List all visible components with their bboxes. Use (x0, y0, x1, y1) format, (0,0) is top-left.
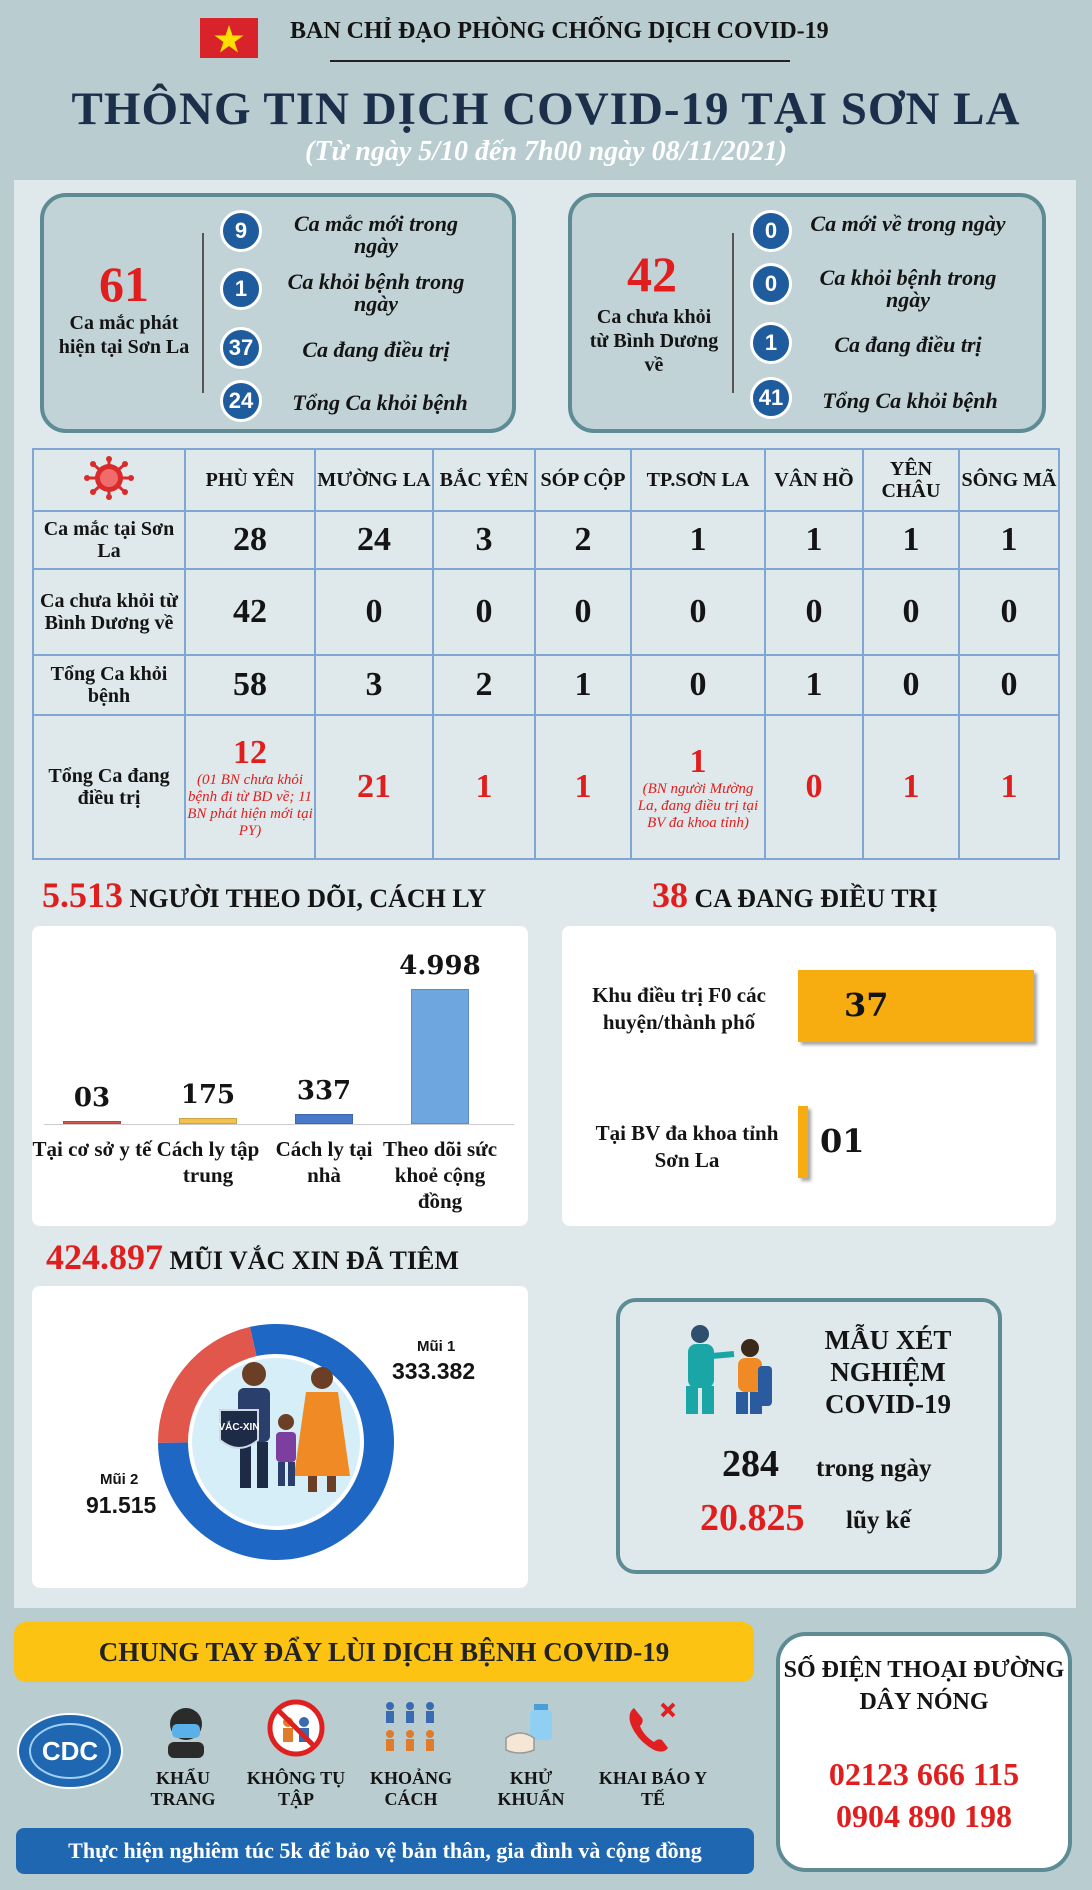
chart-category-label: Tại cơ sở y tế (32, 1137, 152, 1161)
cdc-logo (16, 1712, 124, 1790)
chart-bar (63, 1121, 121, 1124)
testing-today-label: trong ngày (816, 1455, 932, 1482)
vaccine-heading (46, 1236, 459, 1278)
row-label: Tổng Ca khỏi bệnh (33, 655, 185, 715)
chart-category-label: Cách ly tại nhà (275, 1137, 373, 1187)
table-cell: 2 (433, 655, 535, 715)
stat-circle: 9 (220, 210, 262, 252)
table-row (33, 511, 1059, 569)
stat-label: Ca mắc mới trong ngày (294, 211, 458, 258)
testing-total-label: lũy kế (846, 1507, 911, 1534)
table-cell: 0 (959, 569, 1059, 655)
treating-heading (652, 874, 937, 916)
summary-box-binhduong (568, 193, 1046, 433)
row-label: Ca mắc tại Sơn La (33, 511, 185, 569)
row-label: Tổng Ca đang điều trị (33, 715, 185, 859)
cell-value: 1 (689, 742, 707, 780)
chart-data-label: 175 (180, 1080, 236, 1110)
column-header: BẮC YÊN (433, 449, 535, 511)
hotline-phone[interactable]: 02123 666 115 (828, 1756, 1020, 1792)
chart-bar (179, 1118, 237, 1124)
table-cell: 42 (185, 569, 315, 655)
testing-today-value: 284 (722, 1443, 779, 1485)
slogan-banner: CHUNG TAY ĐẨY LÙI DỊCH BỆNH COVID-19 (14, 1622, 754, 1682)
chart-data-label: 4.998 (399, 951, 481, 981)
chart-category-label: Theo dõi sức khoẻ cộng đồng (382, 1137, 498, 1213)
stat-label: Ca mới về trong ngày (810, 211, 1006, 236)
date-range-subtitle: (Từ ngày 5/10 đến 7h00 ngày 08/11/2021) (305, 136, 787, 167)
treatment-value: 37 (844, 986, 889, 1024)
hotline-title: SỐ ĐIỆN THOẠI ĐƯỜNG DÂY NÓNG (783, 1657, 1065, 1715)
stat-circle: 1 (750, 322, 792, 364)
hotline-box (776, 1632, 1072, 1872)
cell-value: 12 (233, 734, 267, 771)
treating-title: CA ĐANG ĐIỀU TRỊ (694, 884, 938, 913)
binhduong-cases-total: 42 (627, 246, 677, 302)
table-cell: 28 (185, 511, 315, 569)
stat-label: Ca đang điều trị (302, 337, 450, 362)
vaccine-total: 424.897 (46, 1237, 163, 1277)
column-header: SÔNG MÃ (959, 449, 1059, 511)
vietnam-flag-icon (200, 18, 258, 58)
column-header: PHÙ YÊN (185, 449, 315, 511)
measure-label: KHẨU TRANG (150, 1768, 216, 1809)
table-cell: 0 (631, 569, 765, 655)
table-cell: 0 (765, 715, 863, 859)
vaccine-title: MŨI VẮC XIN ĐÃ TIÊM (169, 1246, 459, 1275)
monitoring-heading (42, 874, 486, 916)
stat-label: Ca khỏi bệnh trong ngày (819, 265, 997, 312)
dose1-label: Mũi 1 (417, 1338, 456, 1355)
no-gathering-icon (266, 1698, 326, 1758)
chart-bar (295, 1114, 353, 1124)
mask-icon (156, 1700, 216, 1760)
testing-icon (672, 1318, 782, 1418)
stat-circle: 0 (750, 210, 792, 252)
phone-report-icon (622, 1698, 682, 1758)
treatment-label: Tại BV đa khoa tỉnh Sơn La (595, 1121, 779, 1172)
testing-box (616, 1298, 1002, 1574)
table-cell: 0 (959, 655, 1059, 715)
table-cell: 1 (765, 511, 863, 569)
stat-circle: 37 (220, 327, 262, 369)
table-cell: 1 (535, 715, 631, 859)
dose2-value: 91.515 (86, 1492, 157, 1518)
summary-divider (202, 233, 204, 393)
row-label: Ca chưa khỏi từ Bình Dương về (33, 569, 185, 655)
table-cell: 1 (959, 715, 1059, 859)
shield-label: VẮC-XIN (218, 1422, 260, 1433)
binhduong-cases-caption: Ca chưa khỏi từ Bình Dương về (589, 306, 719, 376)
stat-label: Ca đang điều trị (834, 332, 982, 357)
measure-label: KHÔNG TỤ TẬP (246, 1768, 346, 1809)
table-cell: 0 (863, 655, 959, 715)
treatment-bar (798, 970, 1034, 1042)
chart-baseline (44, 1124, 514, 1125)
local-cases-caption: Ca mắc phát hiện tại Sơn La (58, 312, 190, 358)
table-header-row (33, 449, 1059, 511)
column-header: SÓP CỘP (535, 449, 631, 511)
table-cell: 0 (315, 569, 433, 655)
stat-label: Tổng Ca khỏi bệnh (822, 388, 998, 413)
treating-count: 38 (652, 875, 688, 915)
top-title: BAN CHỈ ĐẠO PHÒNG CHỐNG DỊCH COVID-19 (290, 18, 829, 44)
stat-label: Tổng Ca khỏi bệnh (292, 390, 468, 415)
table-cell: 21 (315, 715, 433, 859)
table-cell: 0 (863, 569, 959, 655)
testing-total-value: 20.825 (700, 1497, 805, 1539)
dose2-label: Mũi 2 (100, 1471, 139, 1488)
table-cell (631, 715, 765, 859)
table-cell: 3 (315, 655, 433, 715)
table-row (33, 655, 1059, 715)
chart-bar (411, 989, 469, 1124)
table-cell: 1 (863, 511, 959, 569)
treatment-bar-chart (562, 926, 1056, 1226)
local-cases-total: 61 (99, 256, 149, 312)
table-cell: 1 (959, 511, 1059, 569)
summary-box-local (40, 193, 516, 433)
monitoring-bar-chart (32, 926, 528, 1226)
treatment-label: Khu điều trị F0 các huyện/thành phố (592, 983, 766, 1034)
table-cell: 1 (863, 715, 959, 859)
monitoring-chart-card (32, 926, 528, 1226)
stat-circle: 24 (220, 380, 262, 422)
cell-note: (BN người Mường La, đang điều trị tại BV đa khoa tỉnh) (637, 780, 759, 831)
dose1-value: 333.382 (392, 1358, 476, 1384)
district-table (32, 448, 1060, 860)
column-header: YÊN CHÂU (863, 449, 959, 511)
summary-divider (732, 233, 734, 393)
table-cell: 0 (433, 569, 535, 655)
monitoring-title: NGƯỜI THEO DÕI, CÁCH LY (129, 884, 487, 913)
table-cell: 1 (535, 655, 631, 715)
column-header: VÂN HỒ (765, 449, 863, 511)
table-cell: 0 (631, 655, 765, 715)
vaccine-card (32, 1286, 528, 1588)
treatment-bar (798, 1106, 808, 1178)
chart-data-label: 03 (73, 1083, 111, 1113)
sanitizer-icon (500, 1698, 560, 1758)
column-header: MƯỜNG LA (315, 449, 433, 511)
table-row (33, 715, 1059, 859)
vaccine-donut-chart (32, 1286, 528, 1588)
table-row (33, 569, 1059, 655)
measure-label: KHỬ KHUẨN (497, 1768, 565, 1809)
stat-circle: 1 (220, 268, 262, 310)
chart-data-label: 337 (296, 1076, 352, 1106)
table-cell: 0 (765, 569, 863, 655)
measure-label: KHOẢNG CÁCH (369, 1768, 452, 1809)
stat-circle: 41 (750, 377, 792, 419)
distance-icon (380, 1698, 440, 1758)
column-header: TP.SƠN LA (631, 449, 765, 511)
table-cell: 2 (535, 511, 631, 569)
treatment-chart-card (562, 926, 1056, 1226)
page-title: THÔNG TIN DỊCH COVID-19 TẠI SƠN LA (71, 83, 1021, 135)
hotline-phone[interactable]: 0904 890 198 (836, 1798, 1012, 1834)
table-cell: 1 (765, 655, 863, 715)
table-cell: 0 (535, 569, 631, 655)
testing-title: MẪU XÉT NGHIỆM COVID-19 (824, 1325, 952, 1419)
table-cell: 1 (631, 511, 765, 569)
treatment-value: 01 (820, 1122, 865, 1160)
measure-label: KHAI BÁO Y TẾ (598, 1768, 708, 1809)
cell-note: (01 BN chưa khỏi bệnh đi từ BD về; 11 BN phát hiện mới tại PY) (187, 772, 313, 839)
virus-icon (33, 449, 185, 511)
bottom-message: Thực hiện nghiêm túc 5k để bảo vệ bản thân, gia đình và cộng đồng (16, 1828, 754, 1874)
stat-circle: 0 (750, 263, 792, 305)
table-cell: 3 (433, 511, 535, 569)
stat-label: Ca khỏi bệnh trong ngày (287, 269, 465, 316)
table-cell (185, 715, 315, 859)
cdc-logo-text: CDC (41, 1736, 99, 1766)
table-cell: 1 (433, 715, 535, 859)
title-divider (330, 60, 790, 62)
chart-category-label: Cách ly tập trung (156, 1137, 260, 1187)
monitoring-count: 5.513 (42, 875, 123, 915)
table-cell: 24 (315, 511, 433, 569)
table-cell: 58 (185, 655, 315, 715)
